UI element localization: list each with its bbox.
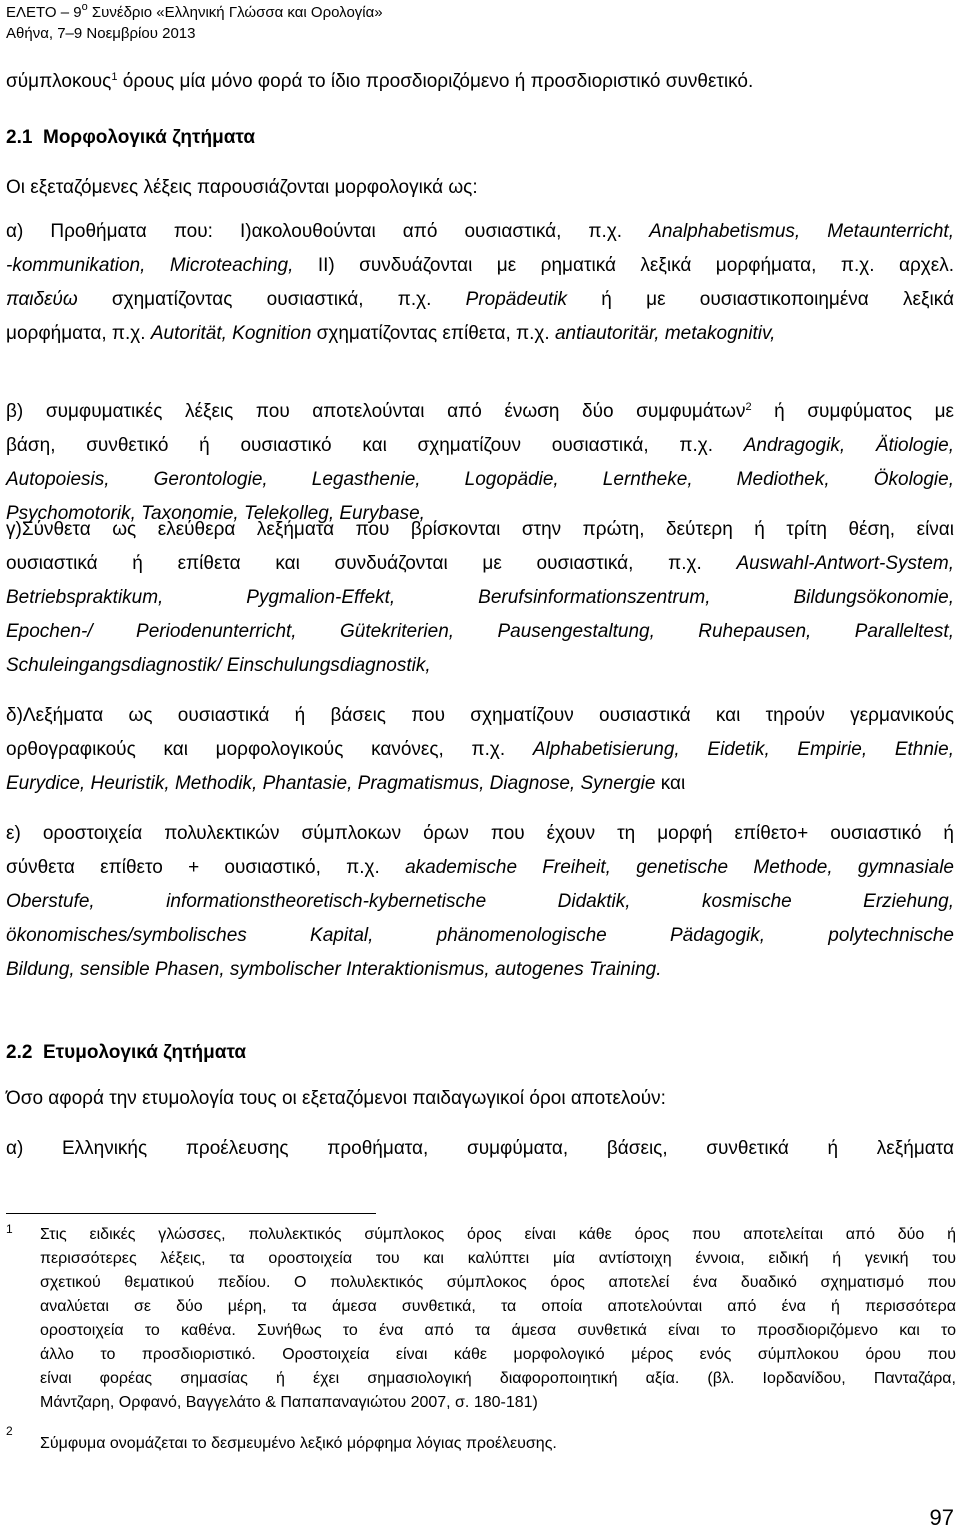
morphology-intro: Οι εξεταζόμενες λέξεις παρουσιάζονται μορφολογικά ως:	[6, 177, 478, 198]
intro-paragraph: σύμπλοκους$^1$ όρους μία μόνο φορά το ίδιο προσδιοριζόμενο ή προσδιοριστικό συνθετικό.	[6, 71, 754, 92]
footnote-2: Σύμφυμα ονομάζεται το δεσμευμένο λεξικό μόρφημα λόγιας προέλευσης.	[40, 1435, 557, 1452]
page-number: 97	[929, 1505, 954, 1530]
paragraph-gamma: γ)Σύνθετα ως ελεύθερα λεξήματα που βρίσκονται στην πρώτη, δεύτερη ή τρίτη θέση, είναι ουσιαστικά ή επίθετα και συνδυάζονται με ουσιαστικά, π.χ. Auswahl-Antwort-System, Betriebspraktikum, Pygmalion-Effekt, Berufsinformationszentrum, Bildungsökonomie, Epochen-/ Periodenunterricht, Gütekriterien, Pausengestaltung, Ruhepausen, Paralleltest, Schuleingangsdiagnostik/ Einschulungsdiagnostik,	[6, 519, 954, 676]
etymology-intro: Όσο αφορά την ετυμολογία τους οι εξεταζόμενοι παιδαγωγικοί όροι αποτελούν:	[6, 1088, 666, 1109]
section-heading-2-2: 2.2 Ετυμολογικά ζητήματα	[6, 1042, 247, 1063]
running-header-title: ΕΛΕΤΟ – $9^o$ Συνέδριο «Ελληνική Γλώσσα και Ορολογία»	[6, 1, 383, 21]
paragraph-beta: β) συμφυματικές λέξεις που αποτελούνται από ένωση δύο συμφυμάτων$^2$ ή συμφύματος με βάση, συνθετικό ή ουσιαστικό και σχηματίζουν ουσιαστικά, π.χ. Andragogik, Ätiologie, Autopoiesis, Gerontologie, Legasthenie, Logopädie, Lerntheke, Mediothek, Ökologie, Psychomotorik, Taxonomie, Telekolleg, Eurybase,	[6, 401, 955, 524]
paragraph-alpha: α) Προθήματα που: I)ακολουθούνται από ουσιαστικά, π.χ. Analphabetismus, Metaunterricht, -kommunikation, Microteaching, II) συνδυάζονται με ρηματικά λεξικά μορφήματα, π.χ. αρχελ. παιδεύω σχηματίζοντας ουσιαστικά, π.χ. Propädeutik ή με ουσιαστικοποιημένα λεξικά μορφήματα, π.χ. Autorität, Kognition σχηματίζοντας επίθετα, π.χ. antiautoritär, metakognitiv,	[6, 221, 954, 344]
running-header-date: Αθήνα, 7–9 Νοεμβρίου 2013	[6, 25, 196, 42]
paragraph-epsilon: ε) οροστοιχεία πολυλεκτικών σύμπλοκων όρων που έχουν τη μορφή επίθετο+ ουσιαστικό ή σύνθετα επίθετο + ουσιαστικό, π.χ. akademische Freiheit, genetische Methode, gymnasiale Oberstufe, informationstheoretisch-kybernetische Didaktik, kosmische Erziehung, ökonomisches/symbolisches Kapital, phänomenologische Pädagogik, polytechnische Bildung, sensible Phasen, symbolischer Interaktionismus, autogenes Training.	[6, 823, 954, 980]
footnote-separator	[6, 1213, 376, 1214]
paragraph-etymology-alpha: α) Ελληνικής προέλευσης προθήματα, συμφύματα, βάσεις, συνθετικά ή λεξήματα	[6, 1138, 954, 1159]
footnote-marker-1: 1	[6, 1222, 13, 1236]
footnote-1: Στις ειδικές γλώσσες, πολυλεκτικός σύμπλοκος όρος είναι κάθε όρος που αποτελείται από δύο ή περισσότερες λέξεις, τα οροστοιχεία του και καλύπτει μία αντίστοιχη έννοια, ειδική ή γενική του σχετικού θεματικού πεδίου. Ο πολυλεκτικός σύμπλοκος όρος αποτελεί ένα δυαδικό σχηματισμό που αναλύεται σε δύο μέρη, τα άμεσα συνθετικά, τα οποία αποτελούνται από ένα ή περισσότερα οροστοιχεία το καθένα. Συνήθως το ένα από τα άμεσα συνθετικά είναι το προσδιοριζόμενο και το άλλο το προσδιοριστικό. Οροστοιχεία είναι κάθε μορφολογικό μέρος ενός σύμπλοκου όρου που είναι φορέας σημασίας ή έχει σημασιολογική διαφοροποιητική αξία. (βλ. Ιορδανίδου, Πανταζάρα, Μάντζαρη, Ορφανό, Βαγγελάτο & Παπαπαναγιώτου 2007, σ. 180-181)	[40, 1226, 956, 1411]
footnote-marker-2: 2	[6, 1424, 13, 1438]
section-heading-2-1: 2.1 Μορφολογικά ζητήματα	[6, 127, 256, 148]
paragraph-delta: δ)Λεξήματα ως ουσιαστικά ή βάσεις που σχηματίζουν ουσιαστικά και τηρούν γερμανικούς ορθογραφικούς και μορφολογικούς κανόνες, π.χ. Alphabetisierung, Eidetik, Empirie, Ethnie, Eurydice, Heuristik, Methodik, Phantasie, Pragmatismus, Diagnose, Synergie και	[6, 705, 954, 794]
